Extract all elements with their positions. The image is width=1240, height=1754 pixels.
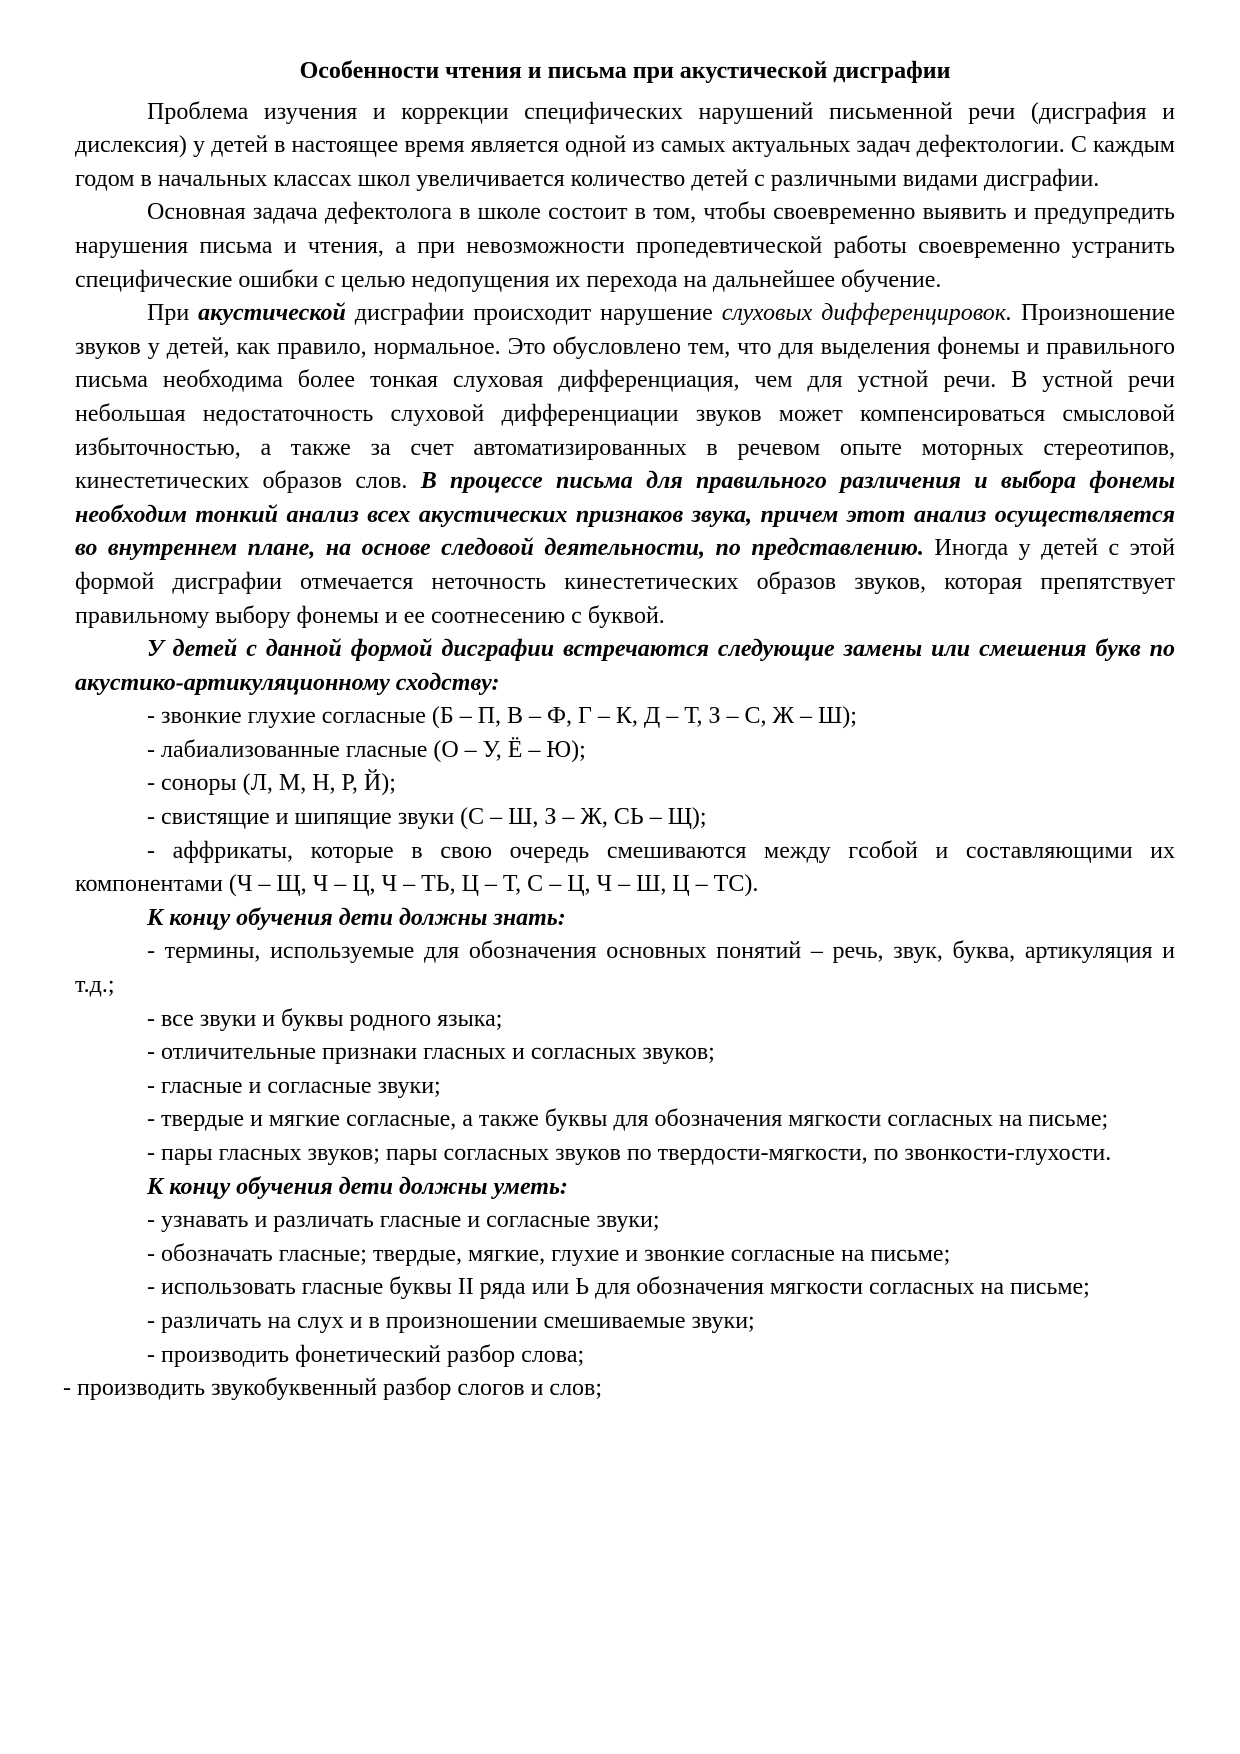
list-item: - все звуки и буквы родного языка; — [147, 1005, 503, 1032]
list-item: - использовать гласные буквы II ряда или Ь для обозначения мягкости согласных на письме; — [147, 1274, 1090, 1301]
list-item: - производить звукобуквенный разбор слогов и слов; — [63, 1375, 603, 1402]
document-page — [63, 55, 1175, 1406]
list-item: - звонкие глухие согласные (Б – П, В – Ф, Г – К, Д – Т, З – С, Ж – Ш); — [147, 703, 857, 730]
list-item: - гласные и согласные звуки; — [147, 1072, 441, 1099]
list-item: - соноры (Л, М, Н, Р, Й); — [147, 770, 396, 797]
list-item: - узнавать и различать гласные и согласные звуки; — [147, 1207, 660, 1234]
emphasis-differentiation: слуховых дифференцировок. — [721, 300, 1013, 327]
list-item: - свистящие и шипящие звуки (С – Ш, З – Ж, СЬ – Щ); — [147, 804, 707, 831]
list-item: - обозначать гласные; твердые, мягкие, глухие и звонкие согласные на письме; — [147, 1240, 951, 1267]
paragraph-acoustic — [75, 297, 1175, 633]
emphasis-acoustic: акустической — [198, 300, 346, 327]
list-item: - производить фонетический разбор слова; — [147, 1341, 585, 1368]
list-item: - твердые и мягкие согласные, а также буквы для обозначения мягкости согласных на письме; — [147, 1106, 1109, 1133]
list-item: - термины, используемые для обозначения основных понятий – речь, звук, буква, артикуляция и т.д.; — [75, 938, 1175, 999]
text-run: Иногда у детей с этой формой дисграфии отмечается неточность кинестетических образов звуков, которая препятствует правильному выбору фонемы и ее соотнесению с буквой. — [75, 535, 1175, 629]
paragraph-task: Основная задача дефектолога в школе состоит в том, чтобы своевременно выявить и предупредить нарушения письма и чтения, а при невозможности пропедевтической работы своевременно устранить специфические ошибки с целью недопущения их перехода на дальнейшее обучение. — [75, 199, 1175, 293]
text-run: Произношение звуков у детей, как правило, нормальное. Это обусловлено тем, что для выделения фонемы и правильного письма необходима более тонкая слуховая дифференциация, чем для устной речи. В устной речи небольшая недостаточность слуховой дифференциации звуков может компенсироваться смысловой избыточностью, а также за счет автоматизированных в речевом опыте моторных стереотипов, кинестетических образов слов. — [75, 300, 1175, 495]
paragraph-intro: Проблема изучения и коррекции специфических нарушений письменной речи (дисграфия и дислексия) у детей в настоящее время является одной из самых актуальных задач дефектологии. С каждым годом в начальных классах школ увеличивается количество детей с различными видами дисграфии. — [75, 98, 1175, 192]
know-heading: К концу обучения дети должны знать: — [147, 904, 566, 931]
list-item: - отличительные признаки гласных и согласных звуков; — [147, 1039, 715, 1066]
list-item: - пары гласных звуков; пары согласных звуков по твердости-мягкости, по звонкости-глухости. — [147, 1140, 1112, 1166]
list-item: - лабиализованные гласные (О – У, Ё – Ю); — [147, 736, 586, 763]
text-run: дисграфии происходит нарушение — [345, 300, 722, 327]
page-title: Особенности чтения и письма при акустической дисграфии — [299, 58, 951, 84]
text-run: При — [147, 300, 199, 327]
mix-heading: У детей с данной формой дисграфии встречаются следующие замены или смешения букв по акустико-артикуляционному сходству: — [75, 636, 1175, 696]
able-heading: К концу обучения дети должны уметь: — [147, 1173, 568, 1200]
list-item: - аффрикаты, которые в свою очередь смешиваются между гсобой и составляющими их компонентами (Ч – Щ, Ч – Ц, Ч – ТЬ, Ц – Т, С – Ц, Ч – Ш, Ц – ТС). — [75, 837, 1175, 898]
list-item: - различать на слух и в произношении смешиваемые звуки; — [147, 1307, 755, 1334]
emphasis-writing-process: В процессе письма для правильного различения и выбора фонемы необходим тонкий анализ всех акустических признаков звука, причем этот анализ осуществляется во внутреннем плане, на основе следовой деятельности, по представлению. — [75, 468, 1175, 562]
